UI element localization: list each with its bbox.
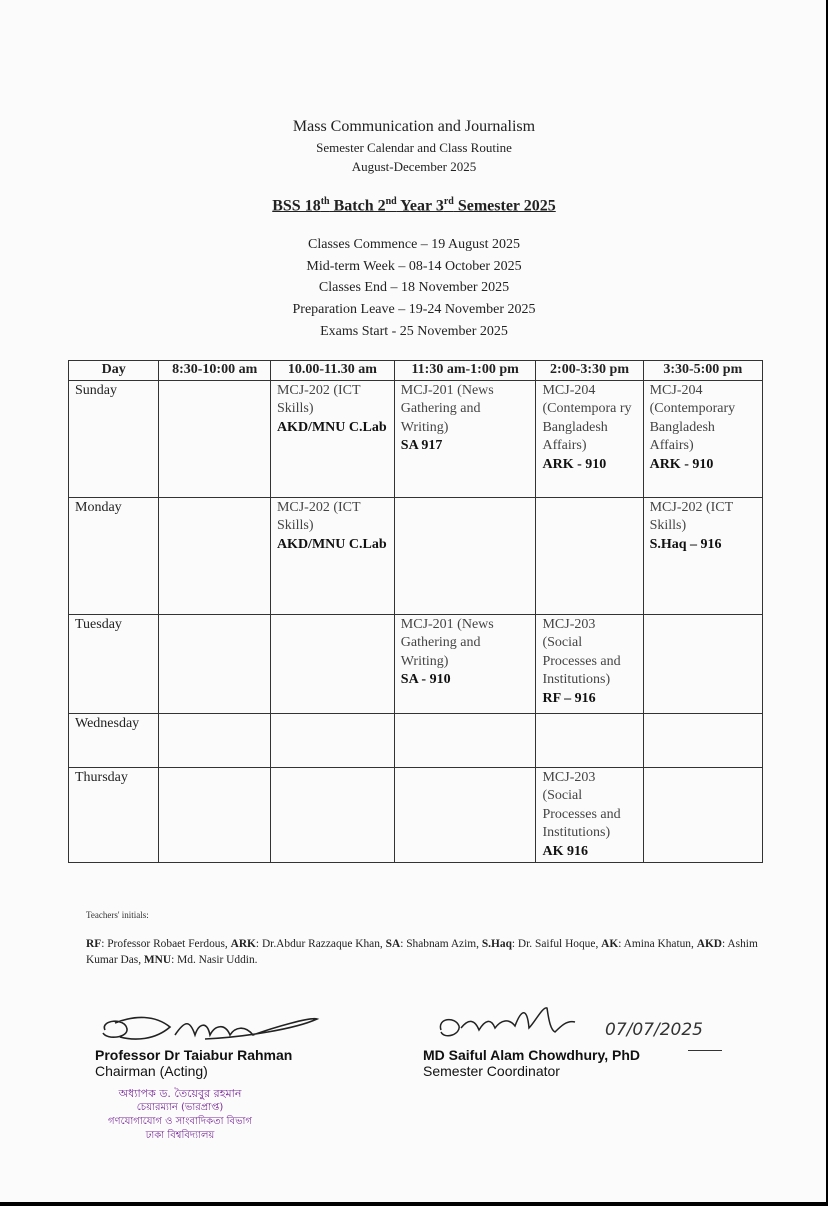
chairman-role: Chairman (Acting)	[95, 1063, 208, 1079]
table-row	[69, 380, 763, 497]
coordinator-signature	[435, 1000, 595, 1046]
class-routine-table	[68, 360, 763, 863]
empty-cell	[159, 713, 271, 767]
empty-cell	[394, 713, 536, 767]
coordinator-name: MD Saiful Alam Chowdhury, PhD	[423, 1047, 641, 1063]
empty-cell	[270, 767, 394, 863]
empty-cell	[643, 767, 762, 863]
empty-cell	[643, 614, 762, 713]
teachers-initials-list: RF: Professor Robaet Ferdous, ARK: Dr.Abdur Razzaque Khan, SA: Shabnam Azim, S.Haq: Dr. Saiful Hoque, AK: Amina Khatun, AKD: Ashim Kumar Das, MNU: Md. Nasir Uddin.	[86, 938, 758, 966]
chairman-signature-block	[95, 1047, 292, 1079]
empty-cell	[270, 713, 394, 767]
empty-cell	[270, 614, 394, 713]
empty-cell	[536, 497, 643, 614]
table-header-row	[69, 361, 763, 381]
calendar-line: Exams Start - 25 November 2025	[320, 323, 508, 339]
column-header: 10.00-11.30 am	[270, 361, 394, 381]
calendar-line: Preparation Leave – 19-24 November 2025	[292, 302, 536, 318]
table-row	[69, 614, 763, 713]
batch-title: BSS 18th Batch 2nd Year 3rd Semester 2025	[272, 196, 556, 215]
semester-calendar	[0, 234, 828, 343]
class-cell: MCJ-201 (News Gathering and Writing) SA - 910	[394, 614, 536, 713]
empty-cell	[159, 497, 271, 614]
coordinator-role: Semester Coordinator	[423, 1063, 560, 1079]
column-header: 8:30-10:00 am	[159, 361, 271, 381]
day-cell: Monday	[69, 497, 159, 614]
column-header: 11:30 am-1:00 pm	[394, 361, 536, 381]
chairman-stamp: অধ্যাপক ড. তৈয়েবুর রহমান চেয়ারম্যান (ভারপ্রাপ্ত) গণযোগাযোগ ও সাংবাদিকতা বিভাগ ঢাকা বিশ্ববিদ্যালয়	[108, 1087, 252, 1141]
table-row	[69, 497, 763, 614]
calendar-line: Classes Commence – 19 August 2025	[308, 237, 520, 252]
column-header: 3:30-5:00 pm	[643, 361, 762, 381]
empty-cell	[394, 767, 536, 863]
empty-cell	[536, 713, 643, 767]
column-header: 2:00-3:30 pm	[536, 361, 643, 381]
empty-cell	[159, 767, 271, 863]
chairman-name: Professor Dr Taiabur Rahman	[95, 1047, 293, 1063]
day-cell: Sunday	[69, 380, 159, 497]
term-subtitle: August-December 2025	[351, 159, 477, 174]
table-row	[69, 767, 763, 863]
class-cell: MCJ-202 (ICT Skills) AKD/MNU C.Lab	[270, 380, 394, 497]
class-cell: MCJ-202 (ICT Skills) AKD/MNU C.Lab	[270, 497, 394, 614]
calendar-line: Classes End – 18 November 2025	[318, 280, 510, 296]
column-header: Day	[69, 361, 159, 381]
class-cell: MCJ-204 (Contemporary Bangladesh Affairs) ARK - 910	[643, 380, 762, 497]
signature-dash	[688, 1050, 722, 1051]
table-row	[69, 713, 763, 767]
day-cell: Tuesday	[69, 614, 159, 713]
calendar-line: Mid-term Week – 08-14 October 2025	[306, 258, 522, 274]
coordinator-signature-block	[423, 1047, 640, 1079]
teachers-initials-label: Teachers' initials:	[86, 910, 149, 920]
day-cell: Thursday	[69, 767, 159, 863]
chairman-signature	[95, 1005, 325, 1051]
empty-cell	[394, 497, 536, 614]
class-cell: MCJ-203 (Social Processes and Institutions) AK 916	[536, 767, 643, 863]
class-cell: MCJ-201 (News Gathering and Writing) SA 917	[394, 380, 536, 497]
day-cell: Wednesday	[69, 713, 159, 767]
class-cell: MCJ-204 (Contempora ry Bangladesh Affairs) ARK - 910	[536, 380, 643, 497]
empty-cell	[159, 614, 271, 713]
department-name: Mass Communication and Journalism	[292, 118, 536, 135]
signature-date: 07/07/2025	[605, 1020, 703, 1040]
empty-cell	[159, 380, 271, 497]
class-cell: MCJ-203 (Social Processes and Institutions) RF – 916	[536, 614, 643, 713]
class-cell: MCJ-202 (ICT Skills) S.Haq – 916	[643, 497, 762, 614]
empty-cell	[643, 713, 762, 767]
calendar-subtitle: Semester Calendar and Class Routine	[316, 140, 512, 155]
